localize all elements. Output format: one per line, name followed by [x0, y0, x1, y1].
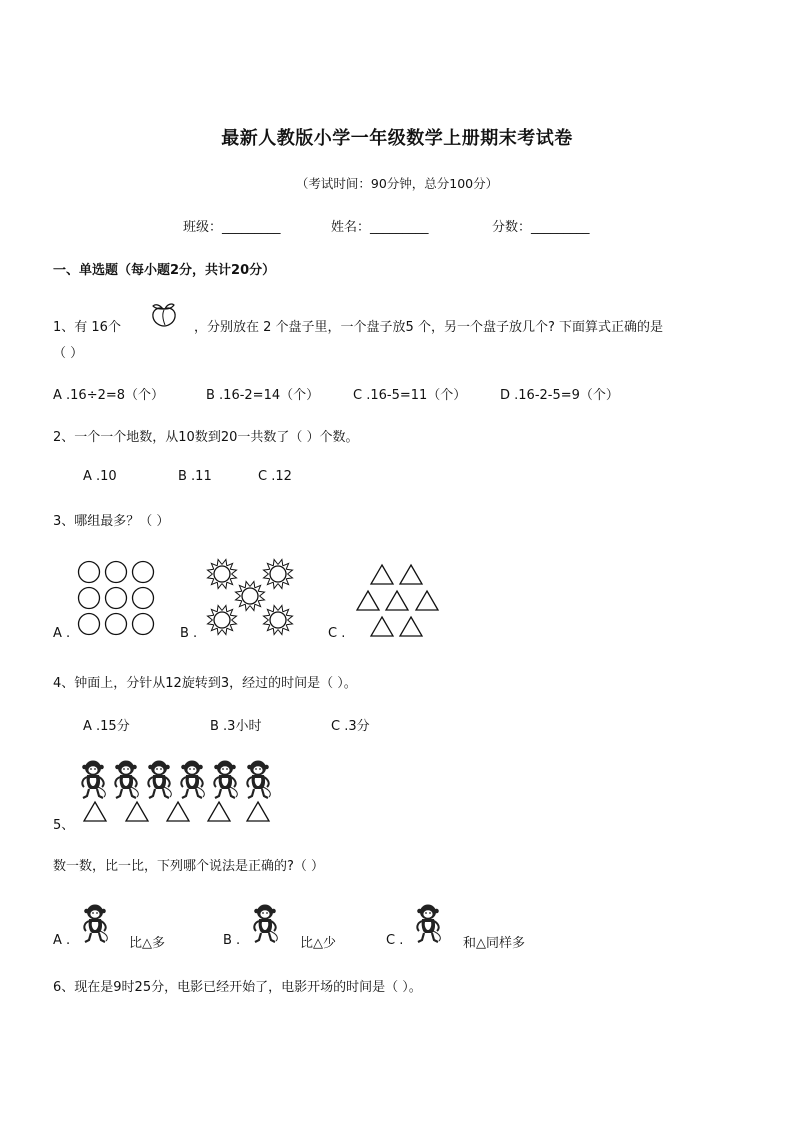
triangle-shape [84, 802, 106, 821]
q1-option-d[interactable]: D .16-2-5=9（个） [500, 388, 619, 403]
name-field[interactable]: 姓名：_________ [331, 220, 429, 235]
triangle-shape [247, 802, 269, 821]
q2-option-a[interactable]: A .10 [83, 469, 117, 484]
q5-option-a[interactable]: A . [53, 933, 71, 948]
monkey-shape [247, 761, 270, 799]
monkey-shape [148, 761, 171, 799]
question-1-text-a: 1、有 16个 [53, 320, 121, 335]
suns-group-figure [204, 556, 300, 638]
q4-option-c[interactable]: C .3分 [331, 719, 370, 734]
triangle-shape [371, 617, 393, 636]
q1-option-b[interactable]: B .16-2=14（个） [206, 388, 320, 403]
q5-option-b-text: 比△少 [300, 936, 336, 951]
q5-option-c-text: 和△同样多 [463, 936, 525, 951]
monkey-icon [80, 902, 110, 944]
q1-option-c[interactable]: C .16-5=11（个） [353, 388, 467, 403]
sun-shape [208, 606, 237, 635]
sun-shape [208, 560, 237, 589]
monkey-shape [82, 761, 105, 799]
q5-option-b[interactable]: B . [223, 933, 241, 948]
exam-subtitle: （考试时间：90分钟，总分100分） [295, 176, 499, 191]
page-title: 最新人教版小学一年级数学上册期末考试卷 [221, 128, 573, 149]
triangle-shape [208, 802, 230, 821]
class-field[interactable]: 班级：_________ [183, 220, 281, 235]
q2-option-c[interactable]: C .12 [258, 469, 292, 484]
circle-shape [133, 614, 154, 635]
section-heading: 一、单选题（每小题2分，共计20分） [53, 263, 276, 278]
peach-icon [148, 302, 180, 328]
q1-option-a[interactable]: A .16÷2=8（个） [53, 388, 165, 403]
question-4-text: 4、钟面上，分针从12旋转到3，经过的时间是（ ）。 [53, 676, 357, 691]
circle-shape [106, 588, 127, 609]
question-1-answer-blank: （ ） [53, 346, 84, 361]
q3-option-a[interactable]: A . [53, 626, 71, 641]
question-5-number: 5、 [53, 818, 75, 833]
q3-option-c[interactable]: C . [328, 626, 346, 641]
monkey-shape [84, 905, 107, 943]
triangle-shape [126, 802, 148, 821]
triangle-shape [400, 565, 422, 584]
question-3-text: 3、哪组最多？（ ） [53, 514, 170, 529]
question-2-text: 2、一个一个地数，从10数到20一共数了（ ）个数。 [53, 430, 359, 445]
triangle-shape [167, 802, 189, 821]
monkey-shape [181, 761, 204, 799]
circle-shape [133, 588, 154, 609]
question-5-text: 数一数，比一比，下列哪个说法是正确的?（ ） [53, 859, 325, 874]
circle-shape [133, 562, 154, 583]
q4-option-a[interactable]: A .15分 [83, 719, 130, 734]
triangle-shape [371, 565, 393, 584]
triangle-shape [357, 591, 379, 610]
monkey-icon [250, 902, 280, 944]
monkey-shape [214, 761, 237, 799]
circle-shape [79, 562, 100, 583]
question-1-text-b: ，分别放在 2 个盘子里，一个盘子放5 个，另一个盘子放几个? 下面算式正确的是 [194, 320, 663, 335]
sun-shape [264, 606, 293, 635]
circles-group-figure [76, 560, 158, 638]
sun-shape [264, 560, 293, 589]
monkeys-row-figure [78, 758, 274, 802]
triangle-shape [416, 591, 438, 610]
score-field[interactable]: 分数：_________ [492, 220, 590, 235]
triangle-shape [386, 591, 408, 610]
triangles-row-figure [82, 800, 272, 824]
q4-option-b[interactable]: B .3小时 [210, 719, 262, 734]
triangles-group-figure [354, 564, 440, 638]
circle-shape [106, 614, 127, 635]
monkey-shape [417, 905, 440, 943]
circle-shape [106, 562, 127, 583]
monkey-shape [115, 761, 138, 799]
q3-option-b[interactable]: B . [180, 626, 198, 641]
circle-shape [79, 614, 100, 635]
monkey-icon [413, 902, 443, 944]
sun-shape [236, 582, 265, 611]
monkey-shape [254, 905, 277, 943]
q2-option-b[interactable]: B .11 [178, 469, 212, 484]
question-6-text: 6、现在是9时25分，电影已经开始了，电影开场的时间是（ ）。 [53, 980, 422, 995]
q5-option-a-text: 比△多 [129, 936, 165, 951]
triangle-shape [400, 617, 422, 636]
circle-shape [79, 588, 100, 609]
q5-option-c[interactable]: C . [386, 933, 404, 948]
